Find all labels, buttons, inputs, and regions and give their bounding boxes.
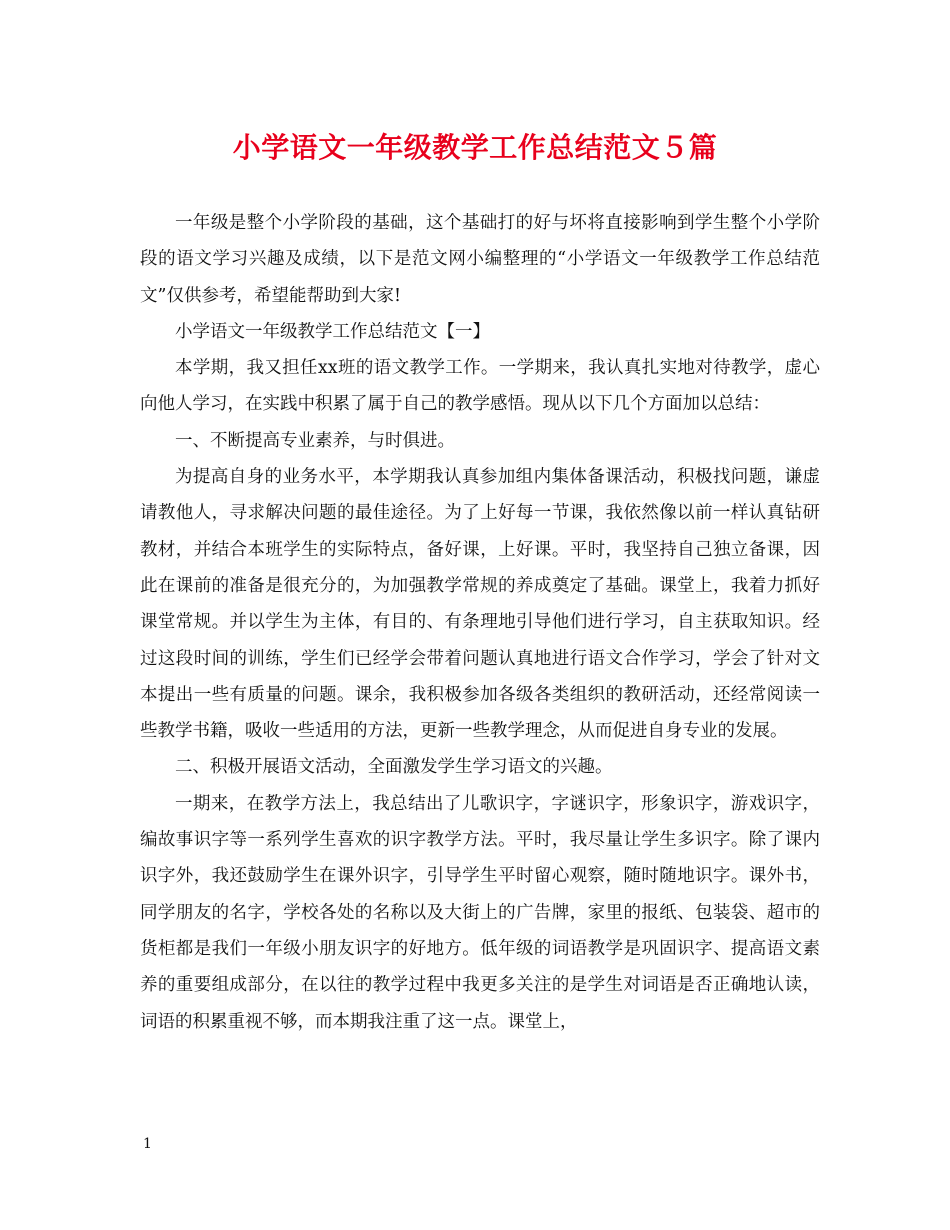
document-body [140,205,820,1040]
document-title: 小学语文一年级教学工作总结范文５篇 [232,131,718,164]
paragraph-overview: 本学期，我又担任xx班的语文教学工作。一学期来，我认真扎实地对待教学，虚心向他人学习，在实践中积累了属于自己的教学感悟。现从以下几个方面加以总结： [140,358,820,415]
paragraph-professional: 为提高自身的业务水平，本学期我认真参加组内集体备课活动，积极找问题，谦虚请教他人，寻求解决问题的最佳途径。为了上好每一节课，我依然像以前一样认真钻研教材，并结合本班学生的实际特点，备好课，上好课。平时，我坚持自己独立备课，因此在课前的准备是很充分的，为加强教学常规的养成奠定了基础。课堂上，我着力抓好课堂常规。并以学生为主体，有目的、有条理地引导他们进行学习，自主获取知识。经过这段时间的训练，学生们已经学会带着问题认真地进行语文合作学习，学会了针对文本提出一些有质量的问题。课余，我积极参加各级各类组织的教研活动，还经常阅读一些教学书籍，吸收一些适用的方法，更新一些教学理念，从而促进自身专业的发展。 [140,467,820,742]
page-number: 1 [143,1136,152,1152]
subheading-professional: 一、不断提高专业素养，与时俱进。 [175,430,455,451]
section-heading-one: 小学语文一年级教学工作总结范文【一】 [175,321,490,342]
subheading-activities: 二、积极开展语文活动，全面激发学生学习语文的兴趣。 [175,757,613,778]
paragraph-activities: 一期来，在教学方法上，我总结出了儿歌识字，字谜识字，形象识字，游戏识字，编故事识字等一系列学生喜欢的识字教学方法。平时，我尽量让学生多识字。除了课内识字外，我还鼓励学生在课外识字，引导学生平时留心观察，随时随地识字。课外书，同学朋友的名字，学校各处的名称以及大街上的广告牌，家里的报纸、包装袋、超市的货柜都是我们一年级小朋友识字的好地方。低年级的词语教学是巩固识字、提高语文素养的重要组成部分，在以往的教学过程中我更多关注的是学生对词语是否正确地认读，词语的积累重视不够，而本期我注重了这一点。课堂上， [140,793,820,1032]
paragraph-intro: 一年级是整个小学阶段的基础，这个基础打的好与坏将直接影响到学生整个小学阶段的语文学习兴趣及成绩，以下是范文网小编整理的“小学语文一年级教学工作总结范文”仅供参考，希望能帮助到大家! [140,213,820,306]
